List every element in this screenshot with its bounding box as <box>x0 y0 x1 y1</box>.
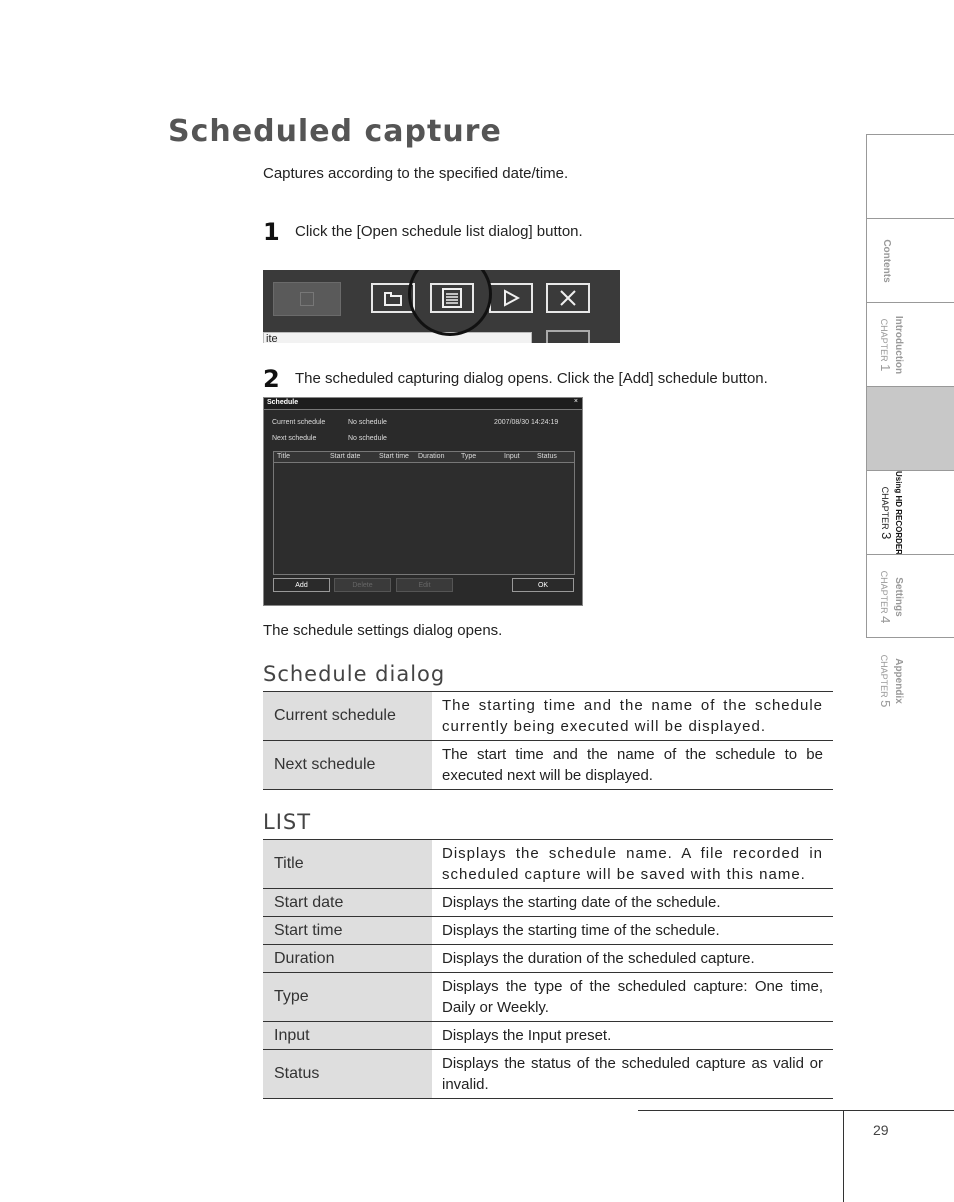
page-number: 29 <box>873 1122 889 1138</box>
next-schedule-value: No schedule <box>348 435 387 442</box>
tab-chapter: CHAPTER <box>879 654 889 698</box>
edit-button[interactable]: Edit <box>396 578 453 592</box>
tab-chapter: CHAPTER <box>879 570 889 614</box>
table-row <box>263 840 833 889</box>
partial-button <box>546 330 590 343</box>
tab-label: Using HD RECORDER <box>894 471 903 556</box>
stop-square-icon <box>300 292 314 306</box>
close-button[interactable] <box>546 283 590 313</box>
highlight-circle <box>408 270 492 336</box>
sidebar-tab-introduction[interactable] <box>866 218 954 375</box>
toolbar-screenshot <box>263 270 620 343</box>
row-desc: Displays the starting time of the schedule. <box>432 917 833 945</box>
folder-icon <box>383 290 403 306</box>
table-row <box>263 945 833 973</box>
row-key: Title <box>263 840 432 889</box>
row-desc: Displays the starting date of the schedule. <box>432 889 833 917</box>
tab-label: Introduction <box>893 315 904 375</box>
row-key: Start time <box>263 917 432 945</box>
column-title[interactable]: Title <box>277 453 290 460</box>
current-schedule-value: No schedule <box>348 419 387 426</box>
footer-rule <box>638 1110 954 1111</box>
dialog-titlebar <box>264 398 582 410</box>
table-row <box>263 692 833 741</box>
tab-chapter-number: 3 <box>879 532 894 540</box>
tab-chapter-number: 5 <box>878 700 893 708</box>
dialog-title: Schedule <box>267 399 299 406</box>
column-type[interactable]: Type <box>461 453 477 460</box>
table-row <box>263 889 833 917</box>
sidebar-tab-settings[interactable] <box>866 470 954 624</box>
ok-button[interactable]: OK <box>512 578 574 592</box>
dialog-datetime: 2007/08/30 14:24:19 <box>494 419 559 426</box>
table-row <box>263 917 833 945</box>
sidebar-tab-setup[interactable] <box>866 302 954 386</box>
current-schedule-label: Current schedule <box>272 419 326 426</box>
column-duration[interactable]: Duration <box>418 453 445 460</box>
sidebar-tab-contents[interactable] <box>866 134 954 283</box>
row-key: Start date <box>263 889 432 917</box>
row-key: Type <box>263 973 432 1022</box>
row-key: Duration <box>263 945 432 973</box>
footer-divider <box>843 1110 844 1202</box>
sidebar-tab-using-hd-recorder[interactable] <box>866 386 954 556</box>
schedule-dialog-table <box>263 691 833 790</box>
close-icon <box>558 288 578 308</box>
after-dialog-text: The schedule settings dialog opens. <box>263 622 503 639</box>
row-key: Next schedule <box>263 741 432 790</box>
step-1-text: Click the [Open schedule list dialog] button. <box>295 223 583 240</box>
row-desc: Displays the type of the scheduled capture: One time, Daily or Weekly. <box>432 973 833 1022</box>
column-status[interactable]: Status <box>537 453 557 460</box>
row-desc: The starting time and the name of the schedule currently being executed will be displayed. <box>432 692 833 741</box>
step-2-number: 2 <box>263 365 280 393</box>
schedule-list-header <box>274 452 574 463</box>
tab-chapter-number: 1 <box>878 364 893 372</box>
play-button[interactable] <box>489 283 533 313</box>
chapter-sidebar <box>866 134 954 708</box>
row-key: Input <box>263 1022 432 1050</box>
tab-label: Appendix <box>893 658 904 704</box>
row-desc: Displays the duration of the scheduled capture. <box>432 945 833 973</box>
row-key: Current schedule <box>263 692 432 741</box>
dialog-close-icon[interactable]: × <box>573 398 578 405</box>
next-schedule-label: Next schedule <box>272 435 317 442</box>
table-row <box>263 1022 833 1050</box>
tab-chapter: CHAPTER <box>880 486 890 530</box>
table-row <box>263 1050 833 1099</box>
column-input[interactable]: Input <box>504 453 520 460</box>
play-icon <box>502 289 520 307</box>
row-desc: The start time and the name of the schedule to be executed next will be displayed. <box>432 741 833 790</box>
row-desc: Displays the status of the scheduled capture as valid or invalid. <box>432 1050 833 1099</box>
delete-button[interactable]: Delete <box>334 578 391 592</box>
partial-text-field: ite <box>263 332 532 343</box>
row-desc: Displays the schedule name. A file recorded in scheduled capture will be saved with this name. <box>432 840 833 889</box>
column-start-date[interactable]: Start date <box>330 453 361 460</box>
tab-label: Settings <box>893 577 904 617</box>
intro-text: Captures according to the specified date/time. <box>263 165 569 182</box>
record-button-disabled <box>273 282 341 316</box>
add-button[interactable]: Add <box>273 578 330 592</box>
tab-label: Contents <box>881 239 893 283</box>
step-1-number: 1 <box>263 218 280 246</box>
schedule-dialog-screenshot <box>263 397 583 606</box>
sidebar-tab-appendix[interactable] <box>866 554 954 708</box>
tab-chapter: CHAPTER <box>879 318 889 362</box>
row-key: Status <box>263 1050 432 1099</box>
tab-chapter-number: 4 <box>878 616 893 624</box>
schedule-list[interactable] <box>273 451 575 575</box>
column-start-time[interactable]: Start time <box>379 453 409 460</box>
page-title: Scheduled capture <box>168 114 502 149</box>
row-desc: Displays the Input preset. <box>432 1022 833 1050</box>
table-row <box>263 973 833 1022</box>
table-row <box>263 741 833 790</box>
section-list-title: LIST <box>263 810 312 834</box>
section-schedule-dialog-title: Schedule dialog <box>263 662 446 686</box>
list-table <box>263 839 833 1099</box>
step-2-text: The scheduled capturing dialog opens. Click the [Add] schedule button. <box>295 370 768 387</box>
